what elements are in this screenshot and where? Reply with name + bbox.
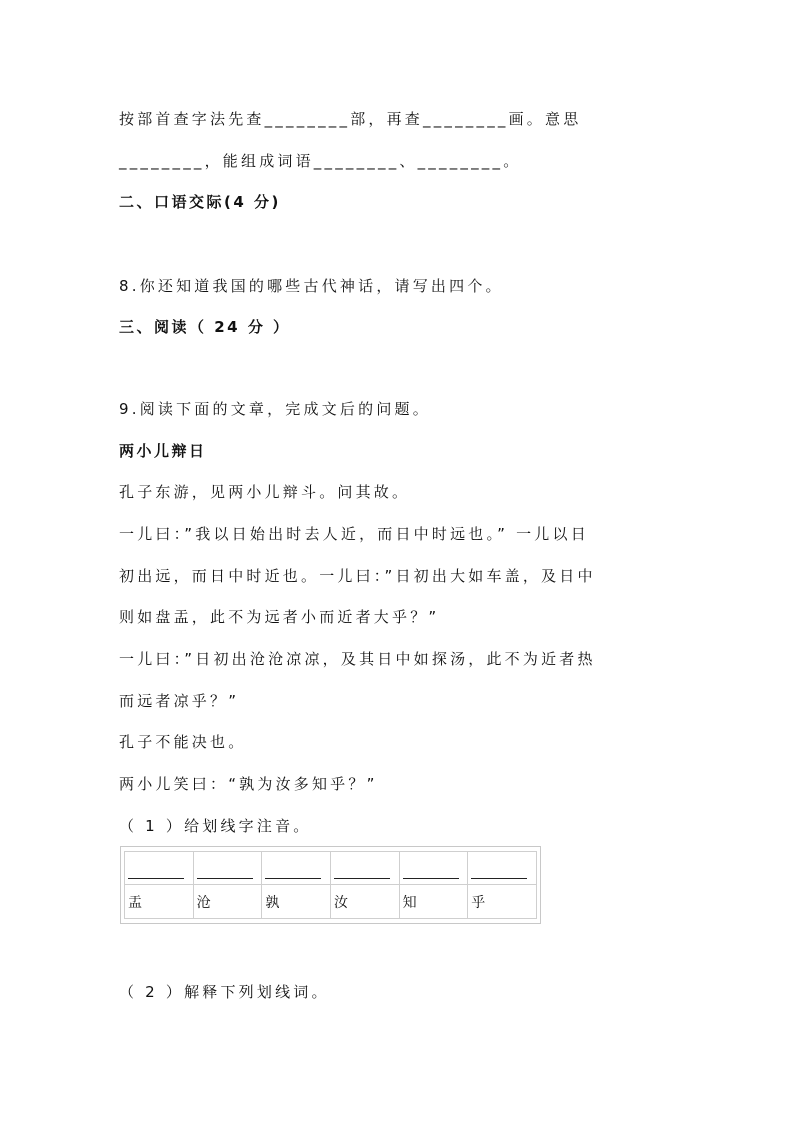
pinyin-target-char: 乎 bbox=[468, 885, 537, 919]
pinyin-target-char: 沧 bbox=[193, 885, 262, 919]
pinyin-answer-blank[interactable] bbox=[330, 852, 399, 885]
passage-paragraph-1: 孔子东游，见两小儿辩斗。问其故。 bbox=[119, 483, 411, 501]
section-heading-reading: 三、阅读（ 24 分 ） bbox=[119, 318, 291, 336]
pinyin-answer-blank[interactable] bbox=[399, 852, 468, 885]
passage-paragraph-4: 孔子不能决也。 bbox=[119, 733, 247, 751]
pinyin-target-char: 知 bbox=[399, 885, 468, 919]
pinyin-target-char: 盂 bbox=[125, 885, 194, 919]
question-8: 8.你还知道我国的哪些古代神话，请写出四个。 bbox=[119, 277, 504, 295]
section-heading-oral: 二、口语交际(4 分) bbox=[119, 193, 281, 211]
question-9: 9.阅读下面的文章，完成文后的问题。 bbox=[119, 400, 431, 418]
dictionary-question-line-2: ________，能组成词语________、________。 bbox=[119, 152, 522, 170]
pinyin-answer-blank[interactable] bbox=[193, 852, 262, 885]
passage-paragraph-2-line-1: 一儿曰：”我以日始出时去人近，而日中时远也。” 一儿以日 bbox=[119, 525, 589, 543]
sub-question-2: （ 2 ）解释下列划线词。 bbox=[119, 983, 330, 1001]
pinyin-answer-blank[interactable] bbox=[262, 852, 331, 885]
passage-paragraph-3-line-1: 一儿曰：”日初出沧沧凉凉，及其日中如探汤，此不为近者热 bbox=[119, 650, 596, 668]
pinyin-target-char: 孰 bbox=[262, 885, 331, 919]
passage-paragraph-3-line-2: 而远者凉乎？” bbox=[119, 692, 240, 710]
passage-paragraph-5: 两小儿笑曰：“孰为汝多知乎？” bbox=[119, 775, 378, 793]
pinyin-target-char: 汝 bbox=[330, 885, 399, 919]
pinyin-table bbox=[120, 846, 541, 924]
passage-title: 两小儿辩日 bbox=[119, 442, 207, 460]
passage-paragraph-2-line-3: 则如盘盂，此不为远者小而近者大乎？” bbox=[119, 608, 440, 626]
dictionary-question-line-1: 按部首查字法先查________部，再查________画。意思 bbox=[119, 110, 582, 128]
pinyin-answer-blank[interactable] bbox=[468, 852, 537, 885]
pinyin-answer-blank[interactable] bbox=[125, 852, 194, 885]
sub-question-1: （ 1 ）给划线字注音。 bbox=[119, 817, 312, 835]
passage-paragraph-2-line-2: 初出远，而日中时近也。一儿曰：”日初出大如车盖，及日中 bbox=[119, 567, 596, 585]
